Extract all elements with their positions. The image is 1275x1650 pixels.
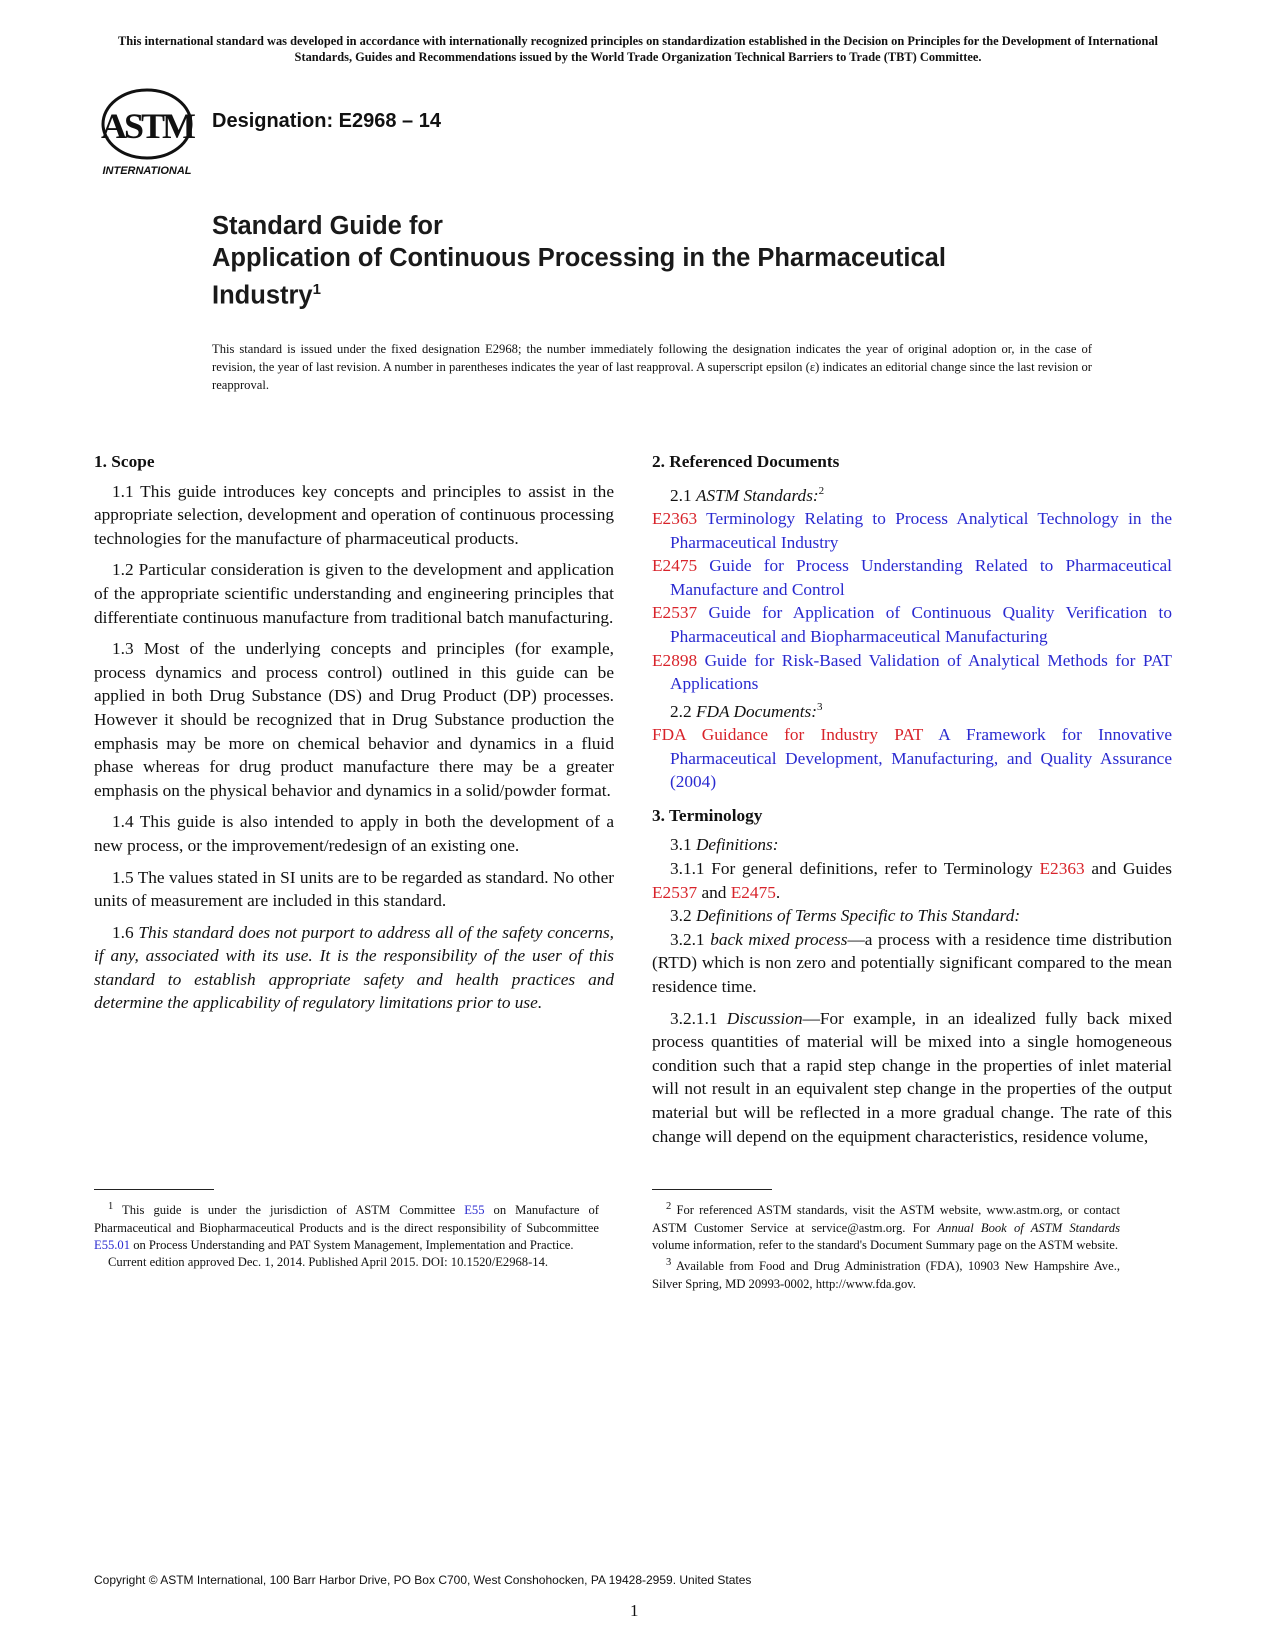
footnote-rule-left <box>94 1189 214 1190</box>
footnote-3-text: Available from Food and Drug Administration (FDA), 10903 New Hampshire Ave., Silver Spring, MD 20993-0002, http://www.fda.gov. <box>652 1259 1120 1291</box>
astm-label-text: ASTM Standards: <box>695 485 819 505</box>
ref-e2537[interactable] <box>652 601 1172 648</box>
footnotes-left <box>94 1198 599 1272</box>
ref-title: Guide for Risk-Based Validation of Analytical Methods for PAT Applications <box>670 650 1172 694</box>
scope-heading: 1. Scope <box>94 452 155 471</box>
right-column <box>652 450 1172 1156</box>
footnote-3-mark: 3 <box>666 1257 672 1269</box>
ref-e2898[interactable] <box>652 649 1172 696</box>
ref-code: E2363 <box>652 508 698 528</box>
scope-1-6-text: This standard does not purport to address all of the safety concerns, if any, associated with its use. It is the responsibility of the user of this standard to establish appropriate safety and health practices and determine the applicability of regulatory limitations prior to use. <box>94 922 614 1013</box>
link-e55-01[interactable]: E55.01 <box>94 1238 131 1252</box>
title-line-2: Application of Continuous Processing in the Pharmaceutical <box>212 244 946 272</box>
term-3-1-1-and: and <box>701 882 727 902</box>
logo-letters: ASTM <box>100 106 194 146</box>
term-3-1-1-text: 3.1.1 For general definitions, refer to Terminology <box>670 859 1033 879</box>
link-e2537[interactable]: E2537 <box>652 882 698 902</box>
term-3-1-text: Definitions: <box>695 835 779 855</box>
footnote-2-text-b: volume information, refer to the standard's Document Summary page on the ASTM website. <box>652 1238 1119 1252</box>
scope-1-5: 1.5 The values stated in SI units are to be regarded as standard. No other units of measurement are included in this standard. <box>94 867 614 911</box>
term-3-1-1-and-guides: and Guides <box>1091 859 1172 879</box>
ref-code: E2537 <box>652 603 698 623</box>
page-number: 1 <box>630 1601 639 1620</box>
scope-1-6-num: 1.6 <box>112 922 134 942</box>
fda-label-sup: 3 <box>817 700 823 713</box>
footnote-2-mark: 2 <box>666 1201 672 1212</box>
title-footnote-mark: 1 <box>312 281 321 298</box>
footnotes-right <box>652 1198 1120 1293</box>
astm-logo <box>96 86 198 180</box>
term-3-2-1-num: 3.2.1 <box>670 929 705 949</box>
issuance-statement: This standard is issued under the fixed designation E2968; the number immediately following the designation indicates the year of original adoption or, in the case of revision, the year of last revision. A number in parentheses indicates the year of last reapproval. A superscript epsilon (ε) indicates an editorial change since the last revision or reapproval. <box>212 342 1092 392</box>
document-title <box>212 210 1112 312</box>
ref-code: E2898 <box>652 650 698 670</box>
fda-label-text: FDA Documents: <box>695 701 818 721</box>
terminology-heading: 3. Terminology <box>652 805 763 825</box>
scope-1-6 <box>94 921 614 1015</box>
ref-title: A Framework for Innovative Pharmaceutical Development, Manufacturing, and Quality Assurance (2004) <box>670 725 1173 792</box>
title-line-3: Industry <box>212 281 313 310</box>
term-3-1-1-period: . <box>775 882 781 902</box>
footnote-1-text-c: on Process Understanding and PAT System Management, Implementation and Practice. <box>133 1238 574 1252</box>
fda-documents-label <box>652 696 1172 723</box>
footnote-1-mark: 1 <box>108 1201 114 1212</box>
term-3-2-1-1-term: Discussion <box>726 1008 803 1028</box>
term-3-1 <box>652 833 1172 857</box>
referenced-heading: 2. Referenced Documents <box>652 452 840 471</box>
logo-word: INTERNATIONAL <box>102 165 192 177</box>
ref-title: Terminology Relating to Process Analytical Technology in the Pharmaceutical Industry <box>670 508 1173 552</box>
footnote-2-italic: Annual Book of ASTM Standards <box>937 1220 1120 1235</box>
astm-label-num: 2.1 <box>670 485 692 505</box>
footnote-rule-right <box>652 1189 772 1190</box>
fda-label-num: 2.2 <box>670 701 692 721</box>
copyright-line: Copyright © ASTM International, 100 Barr Harbor Drive, PO Box C700, West Conshohocken, PA 19428-2959. United States <box>94 1573 752 1587</box>
term-3-2-1 <box>652 928 1172 999</box>
term-3-1-num: 3.1 <box>670 835 692 855</box>
footnote-1-text-a: This guide is under the jurisdiction of ASTM Committee <box>122 1203 456 1218</box>
term-3-2 <box>652 904 1172 928</box>
footnote-1-text-b: on Manufacture of Pharmaceutical and Biopharmaceutical Products and is the direct responsibility of Subcommittee <box>94 1203 599 1235</box>
link-e2475[interactable]: E2475 <box>730 882 776 902</box>
ref-e2363[interactable] <box>652 507 1172 554</box>
ref-title: Guide for Process Understanding Related to Pharmaceutical Manufacture and Control <box>670 556 1172 599</box>
footnote-1-edition: Current edition approved Dec. 1, 2014. Published April 2015. DOI: 10.1520/E2968-14. <box>108 1255 549 1270</box>
link-e55[interactable]: E55 <box>464 1203 485 1218</box>
scope-1-4: 1.4 This guide is also intended to apply in both the development of a new process, or the improvement/redesign of an existing one. <box>94 812 614 855</box>
term-3-2-1-text: —a process with a residence time distribution (RTD) which is non zero and potentially significant compared to the mean residence time. <box>652 929 1172 996</box>
term-3-2-num: 3.2 <box>670 906 692 926</box>
scope-1-2: 1.2 Particular consideration is given to the development and application of the appropriate scientific understanding and engineering principles that differentiate continuous manufacture from traditional batch manufacturing. <box>94 560 614 627</box>
left-column <box>94 450 614 1023</box>
ref-code: E2475 <box>652 556 698 576</box>
term-3-2-1-1-num: 3.2.1.1 <box>670 1008 718 1028</box>
ref-fda-guidance[interactable] <box>652 723 1172 794</box>
scope-1-3: 1.3 Most of the underlying concepts and principles (for example, process dynamics and process control) outlined in this guide can be applied in both Drug Substance (DS) and Drug Product (DP) processes. However it should be recognized that in Drug Substance production the emphasis may be more on chemical behavior and dynamics in a fluid phase whereas for drug product manufacture there may be a greater emphasis on the physical behavior and dynamics in a solid/powder format. <box>94 639 614 800</box>
link-e2363[interactable]: E2363 <box>1039 859 1085 879</box>
ref-title: Guide for Application of Continuous Quality Verification to Pharmaceutical and Biopharmaceutical Manufacturing <box>670 603 1172 646</box>
astm-standards-label <box>652 480 1172 507</box>
term-3-2-text: Definitions of Terms Specific to This Standard: <box>695 906 1021 926</box>
footnote-3 <box>652 1254 1120 1293</box>
footnote-2 <box>652 1198 1120 1254</box>
ref-e2475[interactable] <box>652 554 1172 601</box>
ref-code: FDA Guidance for Industry PAT <box>652 725 924 745</box>
term-3-2-1-1-text: —For example, in an idealized fully back mixed process quantities of material will be mixed into a single homogeneous condition such that a rapid step change in the properties of inlet material will not result in an equivalent step change in the properties of the output material but will be reflected in a more gradual change. The rate of this change will depend on the equipment characteristics, residence volume, <box>652 1008 1172 1146</box>
term-3-1-1 <box>652 857 1172 904</box>
footnote-2-text-a: For referenced ASTM standards, visit the ASTM website, www.astm.org, or contact ASTM Customer Service at service@astm.org. For <box>652 1203 1120 1235</box>
term-3-2-1-1 <box>652 1007 1172 1149</box>
title-line-1: Standard Guide for <box>212 212 443 240</box>
wto-notice: This international standard was developed in accordance with internationally recognized principles on standardization established in the Decision on Principles for the Development of International Standards, Guides and Recommendations issued by the World Trade Organization Technical Barriers to Trade (TBT) Committee. <box>117 34 1159 64</box>
footnote-1 <box>94 1198 599 1254</box>
scope-1-1: 1.1 This guide introduces key concepts and principles to assist in the appropriate selection, development and operation of continuous processing technologies for the manufacture of pharmaceutical products. <box>94 481 614 548</box>
astm-label-sup: 2 <box>818 484 825 497</box>
term-3-2-1-term: back mixed process <box>710 929 848 949</box>
designation: Designation: E2968 – 14 <box>212 110 441 132</box>
